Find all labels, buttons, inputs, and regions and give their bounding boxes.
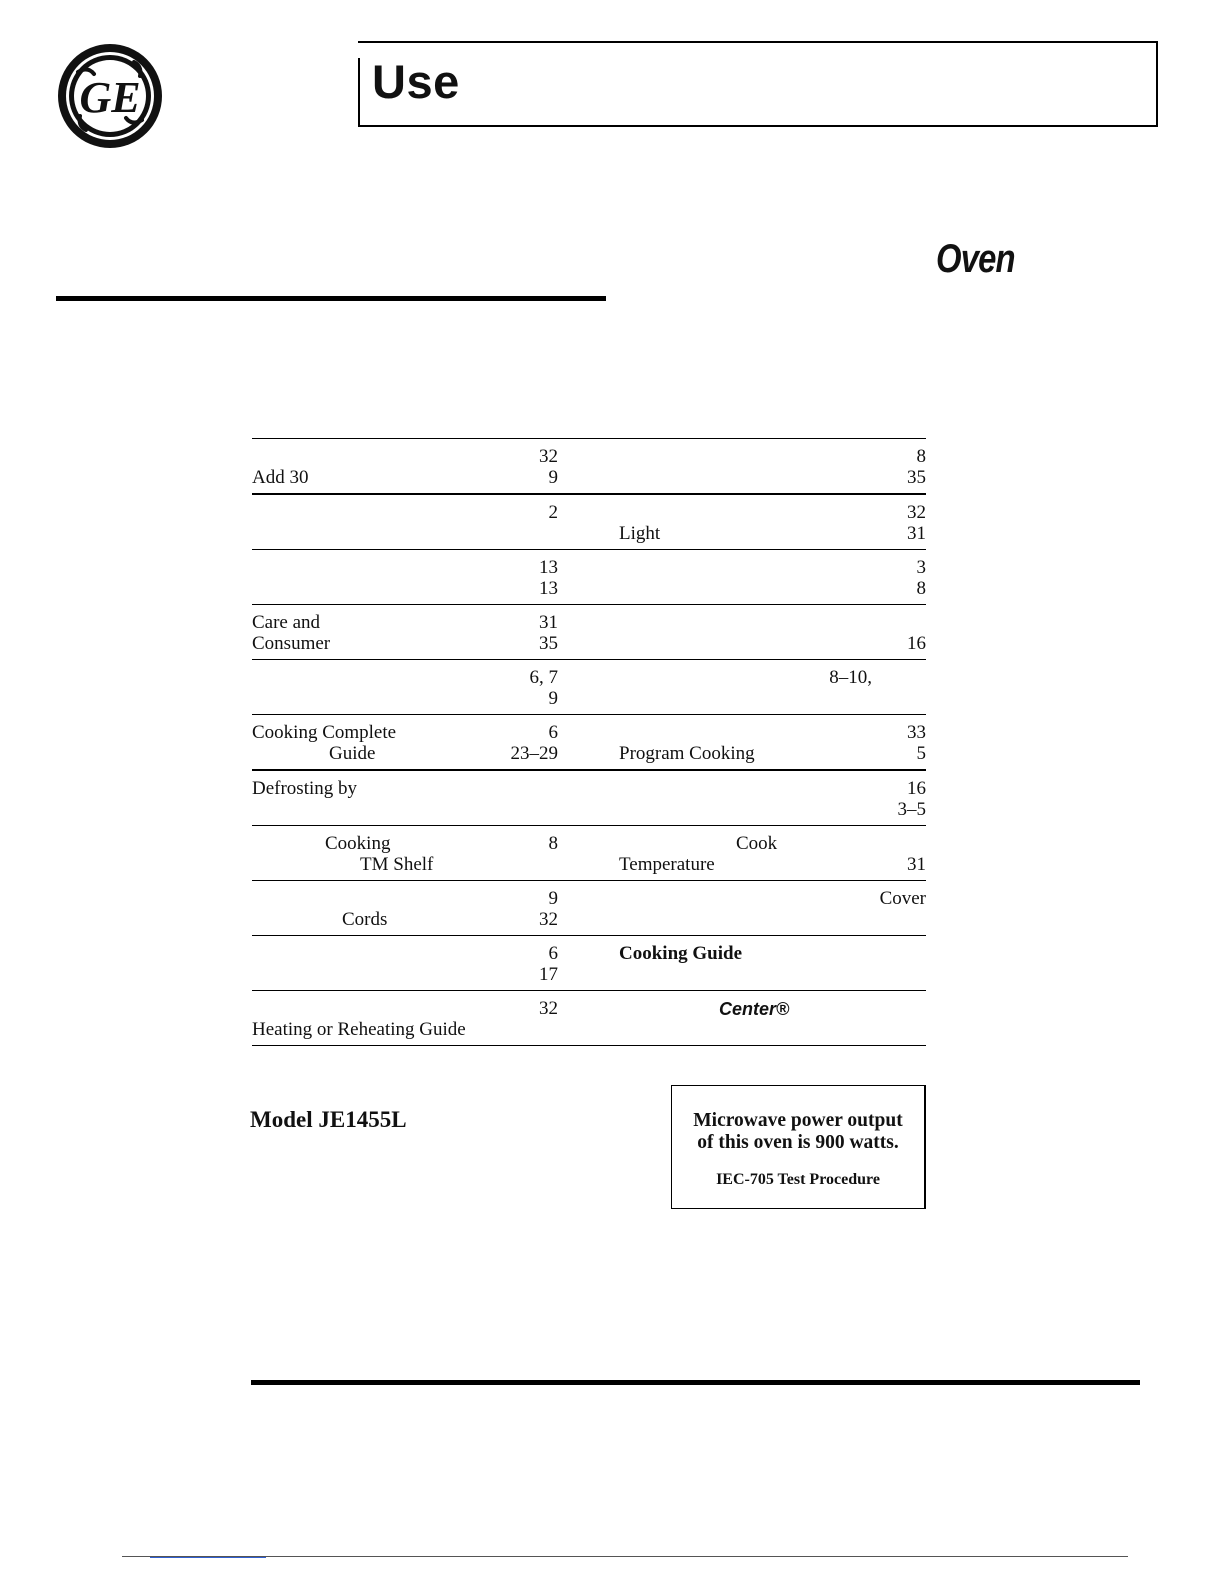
index-entry-label: Cooking Complete (252, 722, 397, 743)
index-page-number: 8–10, (829, 667, 872, 688)
index-group (252, 439, 926, 495)
index-page-number: 9 (548, 888, 558, 909)
index-entry-label: Temperature (619, 854, 715, 875)
index-page-number: 16 (907, 633, 926, 654)
index-entry-label: Cooking (325, 833, 391, 854)
title-banner (358, 41, 1158, 127)
index-page-number: 8 (916, 446, 926, 467)
index-page-number: 5 (916, 743, 926, 764)
banner-left-tick (358, 58, 360, 126)
bottom-rule (251, 1380, 1140, 1385)
index-page-number: 31 (539, 612, 558, 633)
ge-logo (56, 42, 164, 150)
index-entry-label: Add 30 (252, 467, 309, 488)
index-page-number: 8 (916, 578, 926, 599)
index-entry-label: Cook (736, 833, 778, 854)
index-page-number: 6 (548, 943, 558, 964)
index-group (252, 660, 926, 715)
index-page-number: 31 (907, 854, 926, 875)
footer-link-underline (150, 1557, 266, 1558)
index-page-number: 35 (539, 633, 558, 654)
index-page-number: 23–29 (510, 743, 558, 764)
index-page-number: 35 (907, 467, 926, 488)
index-page-number: 32 (539, 998, 558, 1019)
index-group (252, 881, 926, 936)
index-page-number: 9 (548, 688, 558, 709)
index-group (252, 550, 926, 605)
index-group (252, 936, 926, 991)
index-entry-label: Defrosting by (252, 778, 358, 799)
subtitle-oven: Oven (936, 237, 1015, 281)
svg-text:GE: GE (79, 73, 141, 122)
index-page-number: 2 (548, 502, 558, 523)
index-group (252, 826, 926, 881)
index-entry-label: Consumer (252, 633, 331, 654)
index-entry-label: Light (619, 523, 661, 544)
index-page-number: 32 (907, 502, 926, 523)
index-page-number: 9 (548, 467, 558, 488)
title-rule (56, 296, 606, 301)
index-page-number: 32 (539, 446, 558, 467)
page-title: Use (372, 55, 460, 108)
power-output-line-2: of this oven is 900 watts. (697, 1132, 899, 1153)
index-page-number: 33 (907, 722, 926, 743)
index-group (252, 605, 926, 660)
index-entry-label: Cords (342, 909, 388, 930)
index-group (252, 715, 926, 771)
index-page-number: 32 (539, 909, 558, 930)
index-page-number: 13 (539, 557, 558, 578)
index-entry-label: Program Cooking (619, 743, 755, 764)
contents-index (252, 438, 926, 1046)
index-group (252, 991, 926, 1046)
cooking-guide-link[interactable]: Cooking Guide (619, 943, 743, 964)
test-procedure: IEC-705 Test Procedure (716, 1171, 880, 1188)
index-page-number: 6, 7 (529, 667, 558, 688)
index-page-number: 3 (916, 557, 926, 578)
model-number: Model JE1455L (250, 1107, 407, 1132)
index-page-number: 16 (907, 778, 926, 799)
index-page-number: 13 (539, 578, 558, 599)
index-page-number: 17 (539, 964, 558, 985)
power-output-box (671, 1085, 926, 1209)
index-page-number: Cover (879, 888, 926, 909)
index-page-number: 3–5 (897, 799, 926, 820)
index-page-number: 8 (548, 833, 558, 854)
index-page-number: 31 (907, 523, 926, 544)
index-entry-label: Heating or Reheating Guide (252, 1019, 466, 1040)
index-entry-label: Care and (252, 612, 321, 633)
center-link[interactable]: Center® (719, 999, 790, 1019)
power-output-line-1: Microwave power output (693, 1110, 903, 1131)
index-page-number: 6 (548, 722, 558, 743)
index-entry-label: TM Shelf (360, 854, 434, 875)
index-group (252, 495, 926, 550)
index-entry-label: Guide (329, 743, 376, 764)
footer-rule (122, 1556, 1128, 1557)
index-group (252, 771, 926, 826)
